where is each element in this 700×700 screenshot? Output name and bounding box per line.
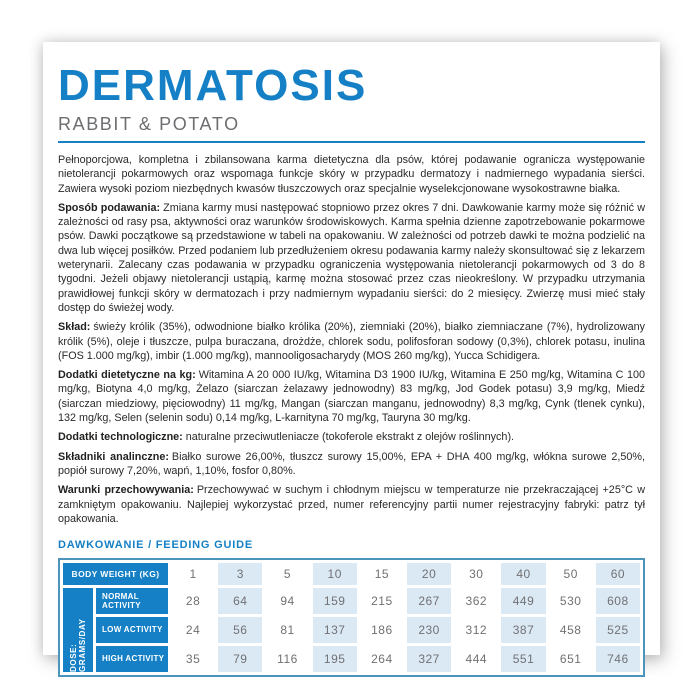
feeding-value: 215 (360, 588, 404, 614)
feeding-value: 28 (171, 588, 215, 614)
section-text: Witamina A 20 000 IU/kg, Witamina D3 1900 IU/kg, Witamina E 250 mg/kg, Witamina C 100 mg/kg, Biotyna 4,0 mg/kg, Żelazo (siarczan żelazawy jednowodny) 83 mg/kg, Jod Godek potasu) 3,9 mg/kg, Miedź (siarczan miedziowy, pięciowodny) 11 mg/kg, Mangan (siarczan manganu, jednowodny) 8,3 mg/kg, Cynk (tlenek cynku), 132 mg/kg, Selen (selenin sodu) 0,14 mg/kg, L-karnityna 70 mg/kg, Tauryna 30 mg/kg. (58, 369, 645, 425)
section-label: Skład: (58, 321, 91, 334)
weight-header-cell: 3 (218, 563, 262, 585)
section-text: naturalne przeciwutleniacze (tokoferole ekstrakt z olejów roślinnych). (185, 431, 515, 444)
feeding-value: 24 (171, 617, 215, 643)
section-sposob-podawania (58, 201, 645, 315)
feeding-value: 312 (454, 617, 498, 643)
feeding-value: 458 (549, 617, 593, 643)
weight-header-cell: 40 (501, 563, 545, 585)
feeding-value: 264 (360, 646, 404, 672)
body-weight-header-cell: BODY WEIGHT (KG) (63, 563, 168, 585)
section-sklad (58, 320, 645, 363)
row-label-high-activity: HIGH ACTIVITY (96, 646, 168, 672)
weight-header-cell: 10 (313, 563, 357, 585)
feeding-guide-table (58, 558, 645, 677)
section-label: Dodatki technologiczne: (58, 431, 183, 444)
product-label-card (43, 42, 660, 673)
section-label: Składniki analinczne: (58, 450, 169, 463)
section-warunki-przechowywania (58, 483, 645, 526)
weight-header-cell: 1 (171, 563, 215, 585)
feeding-value: 186 (360, 617, 404, 643)
feeding-value: 35 (171, 646, 215, 672)
weight-header-cell: 15 (360, 563, 404, 585)
intro-paragraph: Pełnoporcjowa, kompletna i zbilansowana karma dietetyczna dla psów, której podawanie ogranicza występowanie nietolerancji pokarmowych oraz wspomaga funkcje skóry w przypadku dermatozy i nadmiernego wypadania sierści. Zawiera wysoki poziom niezbędnych kwasów tłuszczowych oraz specjalnie wyselekcjonowane wysokostrawne białka. (58, 154, 645, 195)
product-subtitle: RABBIT & POTATO (58, 114, 240, 134)
row-label-low-activity: LOW ACTIVITY (96, 617, 168, 643)
section-text: świeży królik (35%), odwodnione białko królika (20%), ziemniaki (20%), białko ziemniaczane (7%), hydrolizowany królik (5%), oleje i tłuszcze, pulpa buraczana, drożdże, chlorek sodu, polifosforan sodowy (0,3%), chlorek potasu, inulina (FOS 1.000 mg/kg), imbir (1.000 mg/kg), mannooligosacharydy (MOS 260 mg/kg), Yucca Schidigera. (58, 321, 645, 362)
feeding-value: 525 (596, 617, 640, 643)
feeding-value: 327 (407, 646, 451, 672)
feeding-value: 444 (454, 646, 498, 672)
feeding-value: 387 (501, 617, 545, 643)
weight-header-cell: 20 (407, 563, 451, 585)
feeding-value: 195 (313, 646, 357, 672)
feeding-value: 116 (265, 646, 309, 672)
feeding-value: 267 (407, 588, 451, 614)
feeding-value: 746 (596, 646, 640, 672)
title-divider (58, 141, 645, 143)
section-text: Przechowywać w suchym i chłodnym miejscu w temperaturze nie przekraczającej +25°C w zamkniętym opakowaniu. Najlepiej wykorzystać przed, numer referencyjny partii numer rejestracyjny fabryki: patrz tył opakowania. (58, 484, 645, 525)
feeding-value: 449 (501, 588, 545, 614)
feeding-value: 230 (407, 617, 451, 643)
feeding-value: 608 (596, 588, 640, 614)
feeding-value: 651 (549, 646, 593, 672)
weight-header-cell: 50 (549, 563, 593, 585)
section-text: Białko surowe 26,00%, tłuszcz surowy 15,00%, EPA + DHA 400 mg/kg, włókna surowe 2,50%, popiół surowy 7,20%, wapń, 1,10%, fosfor 0,80%. (58, 450, 646, 477)
section-label: Dodatki dietetyczne na kg: (58, 369, 196, 382)
weight-header-cell: 60 (596, 563, 640, 585)
feeding-value: 551 (501, 646, 545, 672)
feeding-value: 362 (454, 588, 498, 614)
feeding-value: 81 (265, 617, 309, 643)
weight-header-cell: 30 (454, 563, 498, 585)
feeding-value: 56 (218, 617, 262, 643)
feeding-value: 159 (313, 588, 357, 614)
feeding-value: 137 (313, 617, 357, 643)
product-title: DERMATOSIS (58, 61, 368, 110)
dose-axis-label: DOSE: GRAMS/DAY (63, 588, 93, 672)
section-skladniki-analityczne (58, 450, 645, 479)
section-dodatki-technologiczne (58, 430, 645, 444)
section-text: Zmiana karmy musi następować stopniowo przez okres 7 dni. Dawkowanie karmy może się różnić w zależności od rasy psa, aktywności oraz warunków środowiskowych. Karma spełnia dzienne zapotrzebowanie pokarmowe psów. Dawki początkowe są przedstawione w tabeli na opakowaniu. W zależności od potrzeb dawki te można podzielić na dwa lub więcej posiłków. Przed podaniem lub przedłużeniem okresu podawania karmy należy skonsultować się z lekarzem weterynarii. Zalecany czas podawania w przypadku ograniczenia występowania nietolerancji pokarmowych od 3 do 8 tygodni. Jeżeli objawy nietolerancji ustąpią, karmę można stosować przez czas nieokreślony. W przypadku utrzymania prawidłowej funkcji skóry w dermatozach i przy nadmiernym wypadaniu sierści: do 2 miesięcy. Zwierzę musi mieć stały dostęp do świeżej wody. (58, 201, 645, 314)
section-label: Warunki przechowywania: (58, 484, 194, 497)
feeding-value: 94 (265, 588, 309, 614)
label-body-text (58, 153, 645, 526)
feeding-guide-heading: DAWKOWANIE / FEEDING GUIDE (58, 539, 253, 552)
feeding-value: 530 (549, 588, 593, 614)
weight-header-cell: 5 (265, 563, 309, 585)
row-label-normal-activity: NORMAL ACTIVITY (96, 588, 168, 614)
section-dodatki-dietetyczne (58, 368, 645, 425)
feeding-value: 79 (218, 646, 262, 672)
feeding-value: 64 (218, 588, 262, 614)
section-label: Sposób podawania: (58, 201, 161, 214)
